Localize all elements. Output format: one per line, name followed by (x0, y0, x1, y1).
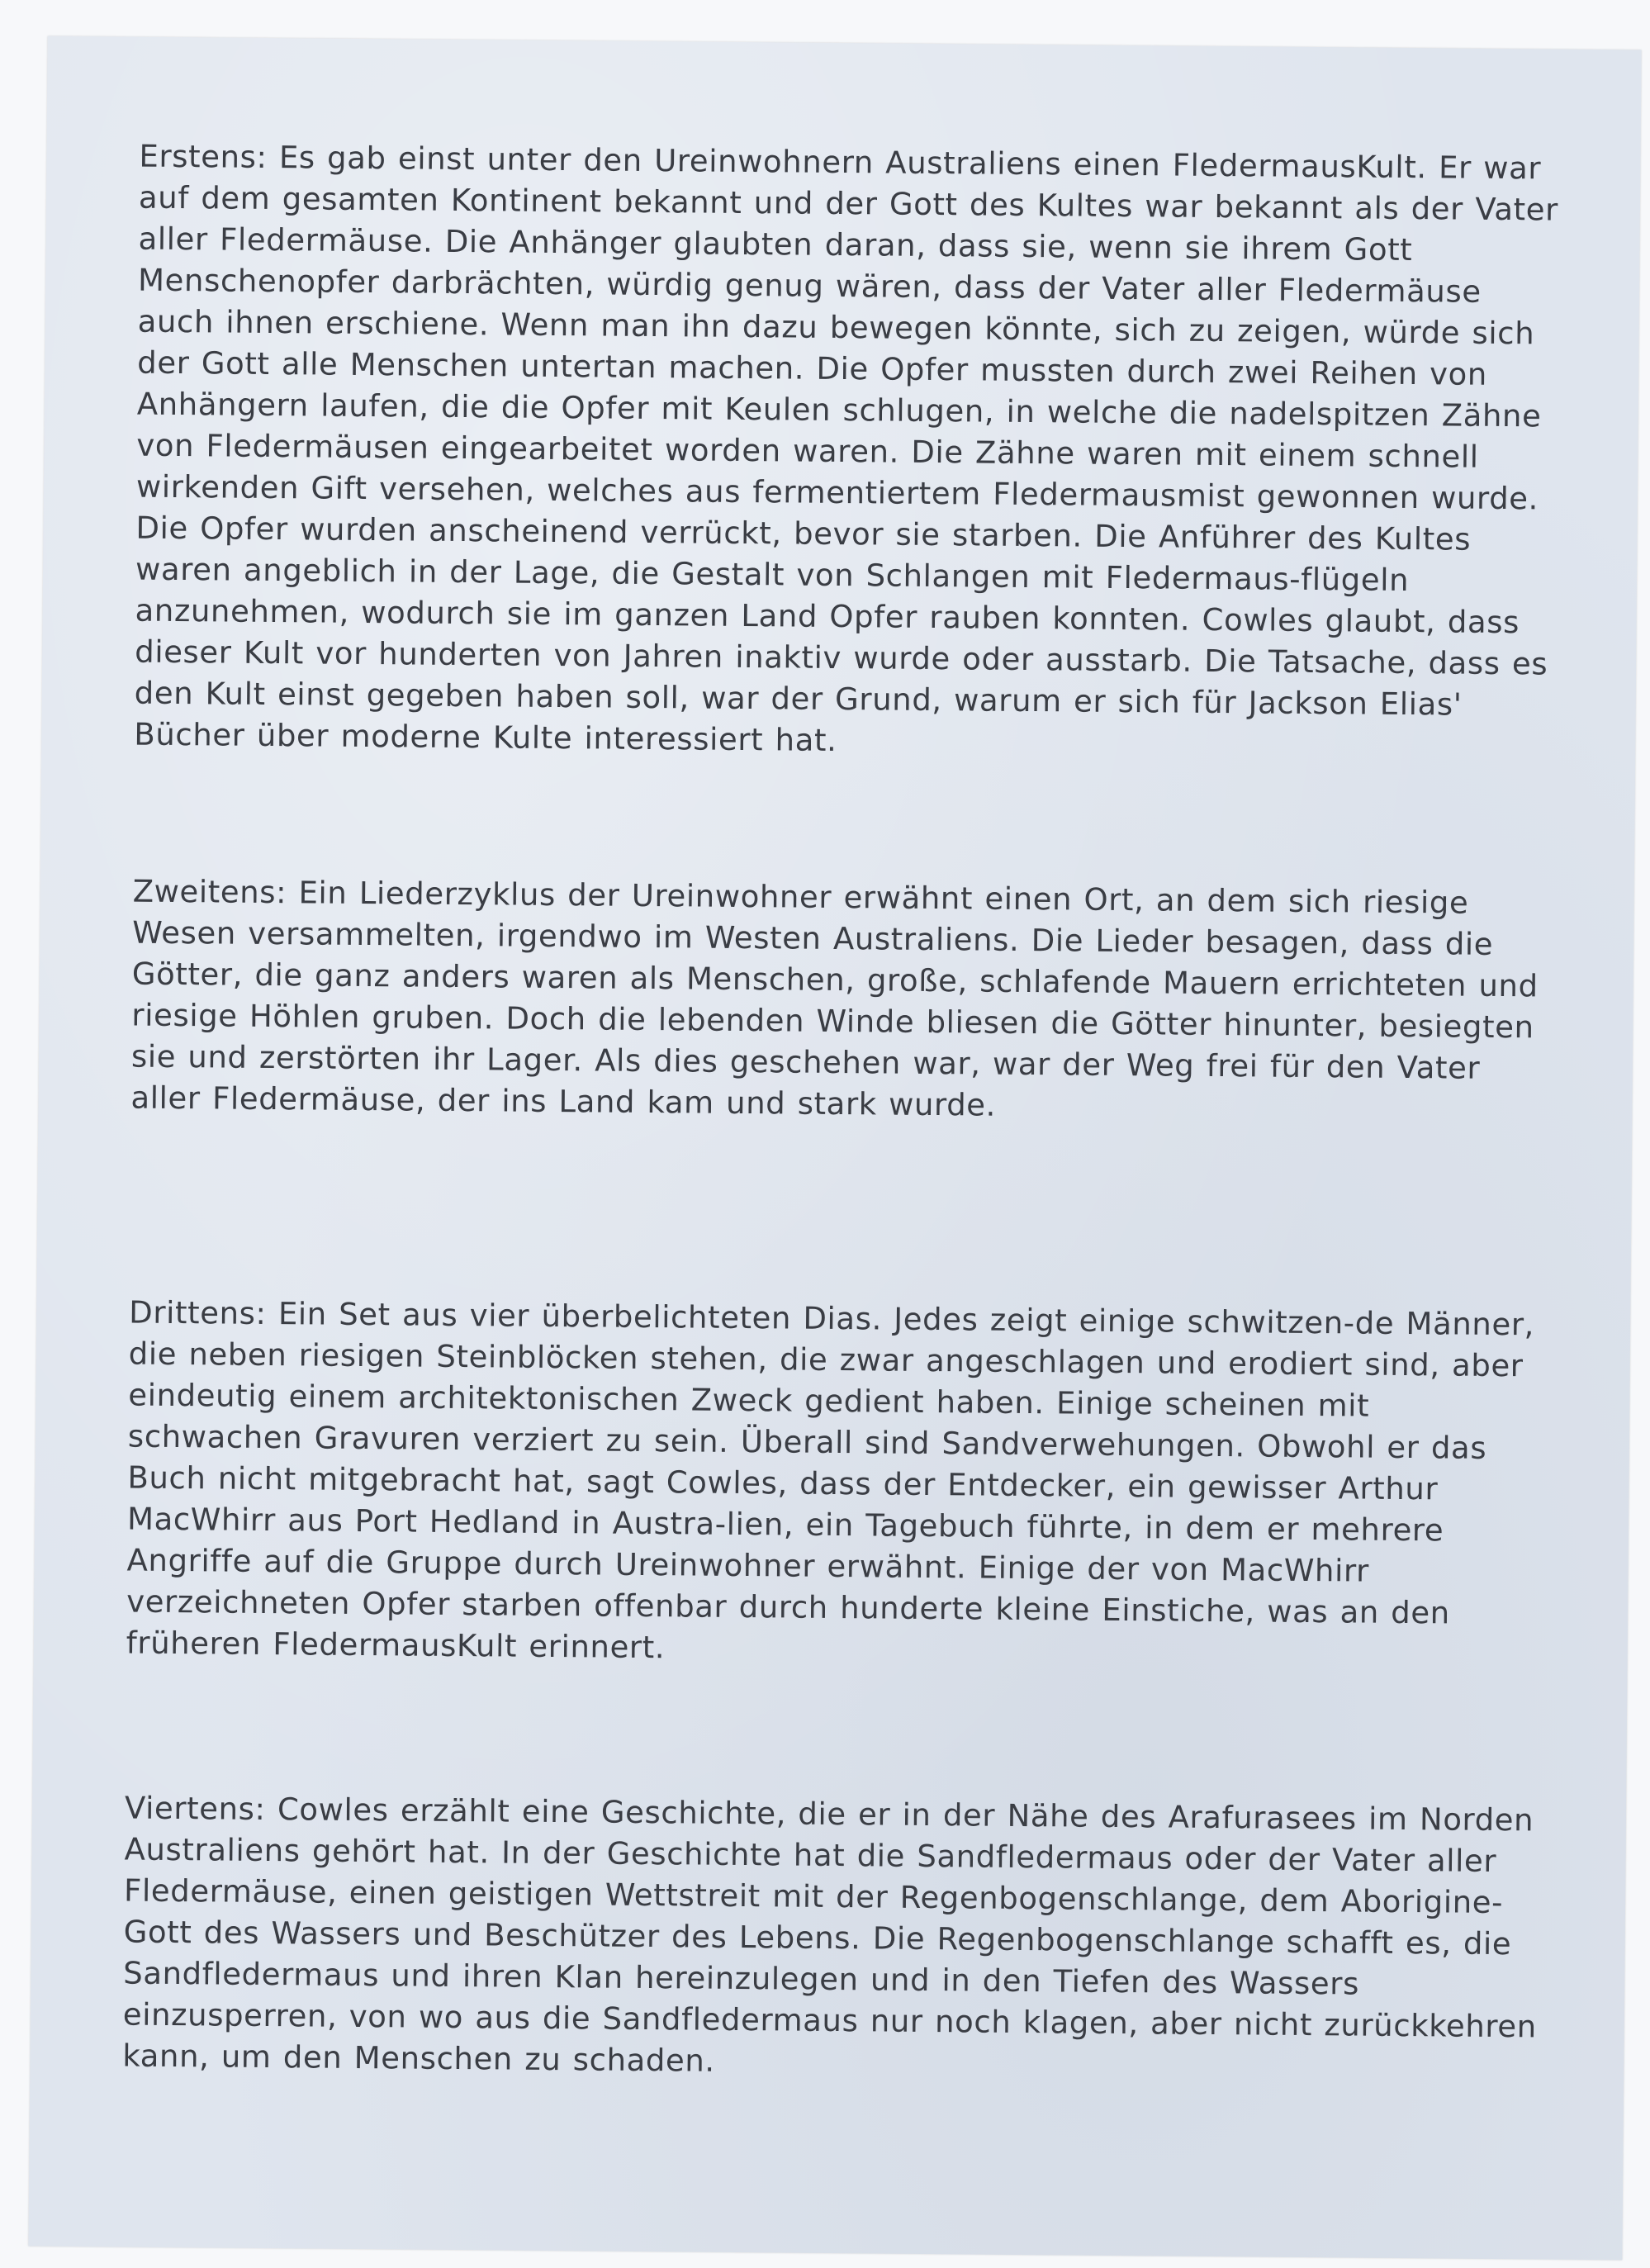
page-text (122, 136, 1560, 2079)
paragraph-drittens: Drittens: Ein Set aus vier überbelichteten Dias. Jedes zeigt einige schwitzen-de Männer, die neben riesigen Steinblöcken stehen, die zwar angeschlagen und erodiert sind, aber eindeutig einem architektonischen Zweck gedient haben. Einige scheinen mit schwachen Gravuren verziert zu sein. Überall sind Sandverwehungen. Obwohl er das Buch nicht mitgebracht hat, sagt Cowles, dass der Entdecker, ein gewisser Arthur MacWhirr aus Port Hedland in Austra-lien, ein Tagebuch führte, in dem er mehrere Angriffe auf die Gruppe durch Ureinwohner erwähnt. Einige der von MacWhirr verzeichneten Opfer starben offenbar durch hunderte kleine Einstiche, was an den früheren FledermausKult erinnert. (126, 1294, 1535, 1666)
paragraph-viertens: Viertens: Cowles erzählt eine Geschichte, die er in der Nähe des Arafurasees im Norden Australiens gehört hat. In der Geschichte hat die Sandfledermaus oder der Vater aller Fledermäuse, einen geistigen Wettstreit mit der Regenbogenschlange, dem Aborigine-Gott des Wassers und Beschützer des Lebens. Die Regenbogenschlange schafft es, die Sandfledermaus und ihren Klan hereinzulegen und in den Tiefen des Wassers einzusperren, von wo aus die Sandfledermaus nur noch klagen, aber nicht zurückkehren kann, um den Menschen zu schaden. (122, 1790, 1538, 2079)
handwritten-page (28, 36, 1641, 2261)
paragraph-erstens: Erstens: Es gab einst unter den Ureinwohnern Australiens einen FledermausKult. Er war auf dem gesamten Kontinent bekannt und der Gott des Kultes war bekannt als der Vater aller Fledermäuse. Die Anhänger glaubten daran, dass sie, wenn sie ihrem Gott Menschenopfer darbrächten, würdig genug wären, dass der Vater aller Fledermäuse auch ihnen erschiene. Wenn man ihn dazu bewegen könnte, sich zu zeigen, würde sich der Gott alle Menschen untertan machen. Die Opfer mussten durch zwei Reihen von Anhängern laufen, die die Opfer mit Keulen schlugen, in welche die nadelspitzen Zähne von Fledermäusen eingearbeitet worden waren. Die Zähne waren mit einem schnell wirkenden Gift versehen, welches aus fermentiertem Fledermausmist gewonnen wurde. Die Opfer wurden anscheinend verrückt, bevor sie starben. Die Anführer des Kultes waren angeblich in der Lage, die Gestalt von Schlangen mit Fledermaus-flügeln anzunehmen, wodurch sie im ganzen Land Opfer rauben konnten. Cowles glaubt, dass dieser Kult vor hunderten von Jahren inaktiv wurde oder ausstarb. Die Tatsache, dass es den Kult einst gegeben haben soll, war der Grund, warum er sich für Jackson Elias' Bücher über moderne Kulte interessiert hat. (134, 138, 1559, 759)
paragraph-zweitens: Zweitens: Ein Liederzyklus der Ureinwohner erwähnt einen Ort, an dem sich riesige Wesen versammelten, irgendwo im Westen Australiens. Die Lieder besagen, dass die Götter, die ganz anders waren als Menschen, große, schlafende Mauern errichteten und riesige Höhlen gruben. Doch die lebenden Winde bliesen die Götter hinunter, besiegten sie und zerstörten ihr Lager. Als dies geschehen war, war der Weg frei für den Vater aller Fledermäuse, der ins Land kam und stark wurde. (130, 873, 1539, 1123)
